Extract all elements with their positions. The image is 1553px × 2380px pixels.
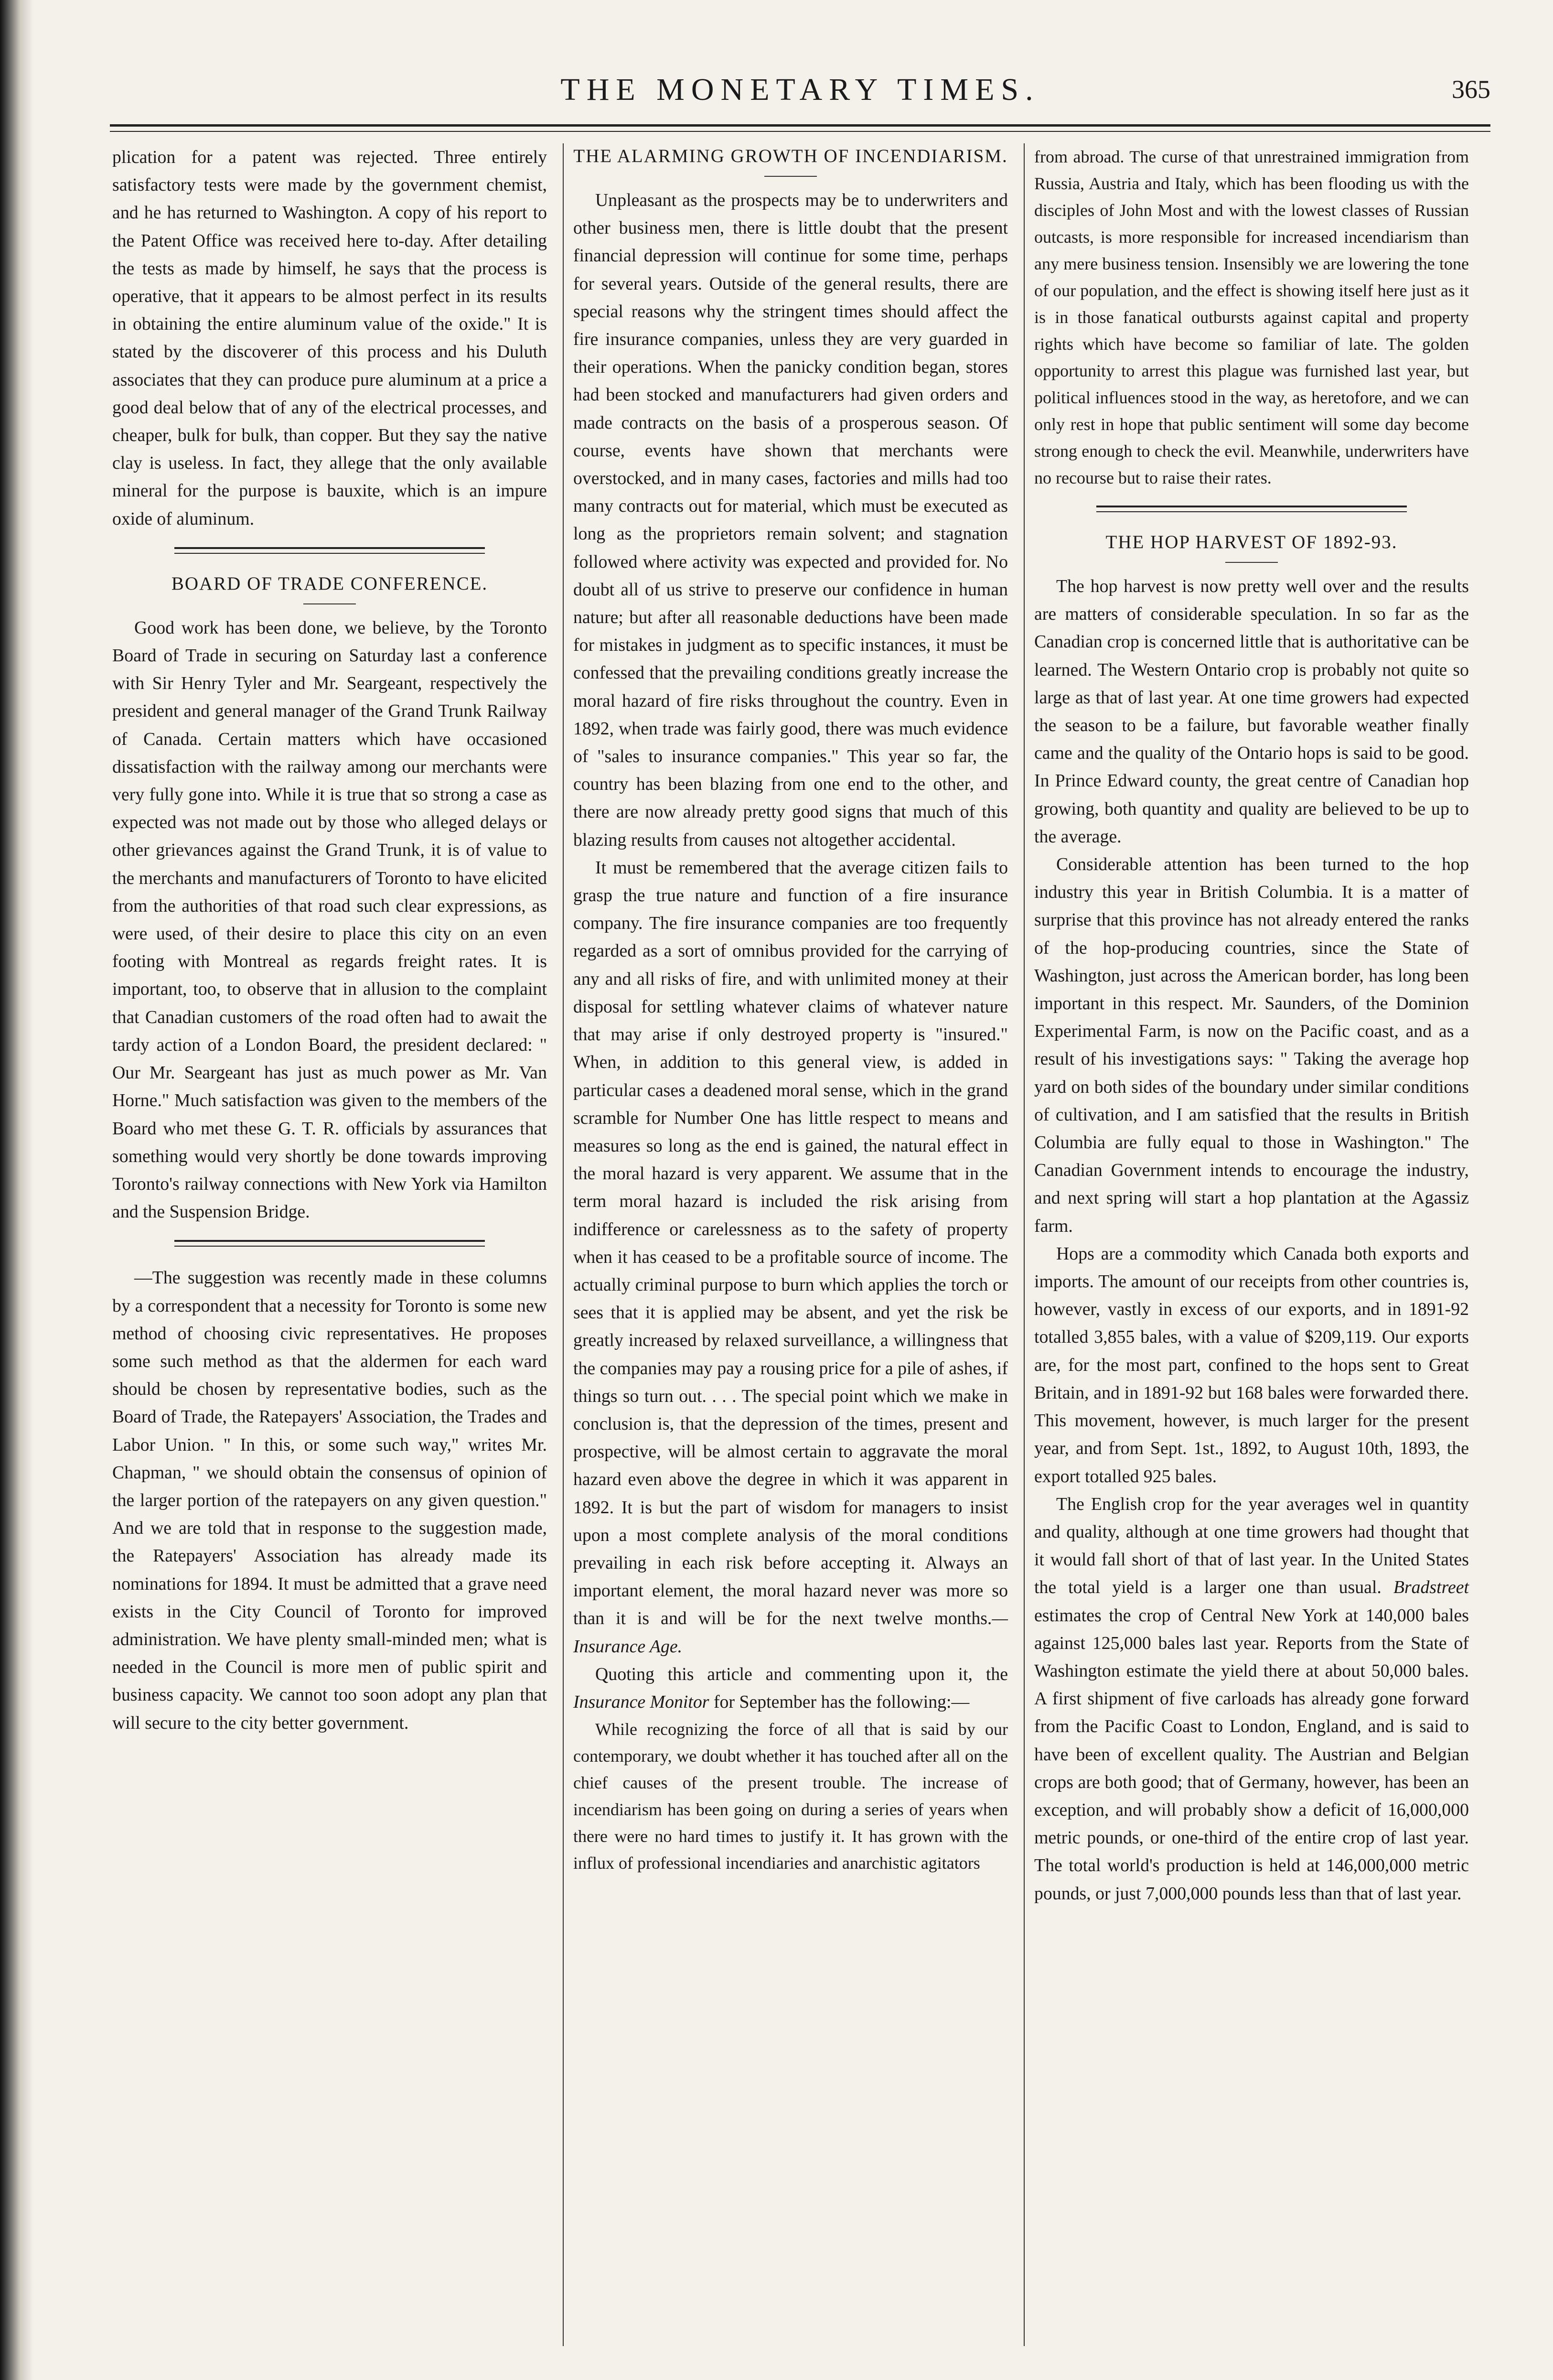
column-2: [573, 143, 1008, 1876]
page-number: 365: [1452, 75, 1490, 104]
paragraph-text: It must be remembered that the average citizen fails to grasp the true nature and function of a fire insurance company. The fire insurance companies are too frequently regarded as a sort of omnibus provided for the carrying of any and all risks of fire, and with unlimited money at their disposal for settling whatever claims of whatever nature that may arise if only destroyed property is "insured." When, in addition to this general view, is added in particular cases a deadened moral sense, which in the grand scramble for Number One has little respect to means and measures so long as the end is gained, the natural effect in the moral hazard is very apparent. We assume that in the term moral hazard is included the risk arising from indifference or carelessness as to the safety of property when it has ceased to be a profitable source of income. The actually criminal purpose to burn which applies the torch or sees that it is applied may be absent, and yet the risk be greatly increased by relaxed surveillance, a willingness that the companies may pay a rousing price for a pile of ashes, if things so turn out. . . . The special point which we make in conclusion is, that the depression of the times, present and prospective, will be almost certain to aggravate the moral hazard even above the degree in which it was apparent in 1892. It is but the part of wisdom for managers to insist upon a most complete analysis of the moral conditions prevailing in each risk before accepting it. Always an important element, the moral hazard never was more so than it is and will be for the next twelve months.: [573, 857, 1008, 1629]
paragraph-text: The English crop for the year averages wel in quantity and quality, although at one time growers had thought that it would fall short of that of last year. In the United States the total yield is a larger one than usual.: [1034, 1494, 1469, 1598]
publication-name: Bradstreet: [1393, 1577, 1469, 1598]
masthead: THE MONETARY TIMES.: [560, 72, 1040, 107]
heading-rule: [1225, 562, 1278, 563]
article-paragraph: Considerable attention has been turned to the hop industry this year in British Columbia. It is a matter of surprise that this province has not already entered the ranks of the hop-producing countries, since the State of Washington, just across the American border, has long been important in this respect. Mr. Saunders, of the Dominion Experimental Farm, is now on the Pacific coast, and as a result of his investigations says: " Taking the average hop yard on both sides of the boundary under similar conditions of cultivation, and I am satisfied that the results in British Columbia are fully equal to those in Washington." The Canadian Government intends to encourage the industry, and next spring will start a hop plantation at the Agassiz farm.: [1034, 854, 1469, 1236]
article-heading: THE ALARMING GROWTH OF INCENDIARISM.: [573, 146, 1008, 166]
paragraph-text: Quoting this article and commenting upon it, the: [595, 1664, 1008, 1684]
article-paragraph: Good work has been done, we believe, by the Toronto Board of Trade in securing on Saturday last a conference with Sir Henry Tyler and Mr. Seargeant, respectively the president and general manager of the Grand Trunk Railway of Canada. Certain matters which have occasioned dissatisfaction with the railway among our merchants were very fully gone into. While it is true that so strong a case as expected was not made out by those who alleged delays or other grievances against the Grand Trunk, it is of value to the merchants and manufacturers of Toronto to have elicited from the authorities of that road such clear expressions, as were used, of their desire to place this city on an even footing with Montreal as regards freight rates. It is important, too, to observe that in allusion to the complaint that Canadian customers of the road often had to await the tardy action of a London Board, the president declared: " Our Mr. Seargeant has just as much power as Mr. Van Horne." Much satisfaction was given to the members of the Board who met these G. T. R. officials by assurances that something would very shortly be done towards improving Toronto's railway connections with New York via Hamilton and the Suspension Bridge.: [112, 617, 547, 1222]
article-heading: BOARD OF TRADE CONFERENCE.: [171, 573, 488, 594]
column-divider: [1024, 143, 1025, 2346]
section-divider: [174, 547, 485, 549]
source-citation: —Insurance Age.: [573, 1608, 1008, 1657]
article-paragraph: plication for a patent was rejected. Three entirely satisfactory tests were made by the government chemist, and he has returned to Washington. A copy of his report to the Patent Office was received here to-day. After detailing the tests as made by himself, he says that the process is operative, that it appears to be almost perfect in its results in obtaining the entire aluminum value of the oxide." It is stated by the discoverer of this process and his Duluth associates that they can produce pure aluminum at a price a good deal below that of any of the electrical processes, and cheaper, bulk for bulk, than copper. But they say the native clay is useless. In fact, they allege that the only available mineral for the purpose is bauxite, which is an impure oxide of aluminum.: [112, 147, 547, 529]
column-divider: [563, 143, 564, 2346]
quoted-paragraph: from abroad. The curse of that unrestrained immigration from Russia, Austria and Italy, which has been flooding us with the disciples of John Most and with the lowest classes of Russian outcasts, is more responsible for increased incendiarism than any mere business tension. Insensibly we are lowering the tone of our population, and the effect is showing itself here just as it is in those fanatical outbursts against capital and property rights which have become so familiar of late. The golden opportunity to arrest this plague was furnished last year, but political influences stood in the way, as heretofore, and we can only rest in hope that public sentiment will some day become strong enough to check the evil. Meanwhile, underwriters have no recourse but to raise their rates.: [1034, 147, 1469, 487]
header-rule: [110, 124, 1490, 127]
publication-name: Insurance Monitor: [573, 1691, 709, 1712]
article-paragraph: The hop harvest is now pretty well over and the results are matters of considerable speculation. In so far as the Canadian crop is concerned little that is authoritative can be learned. The Western Ontario crop is probably not quite so large as that of last year. At one time growers had expected the season to be a failure, but favorable weather finally came and the quality of the Ontario hops is said to be good. In Prince Edward county, the great centre of Canadian hop growing, both quantity and quality are believed to be up to the average.: [1034, 576, 1469, 847]
article-paragraph: [573, 1660, 1008, 1716]
heading-rule: [764, 176, 817, 177]
header-rule-thin: [110, 131, 1490, 132]
section-divider: [1096, 506, 1407, 507]
article-heading: THE HOP HARVEST OF 1892-93.: [1105, 532, 1398, 552]
article-paragraph: [573, 854, 1008, 1660]
paragraph-text: for September has the following:—: [709, 1691, 970, 1712]
article-paragraph: Unpleasant as the prospects may be to underwriters and other business men, there is little doubt that the present financial depression will continue for some time, perhaps for several years. Outside of the general results, there are special reasons why the stringent times should affect the fire insurance companies, unless they are very guarded in their operations. When the panicky condition began, stores had been stocked and manufacturers had given orders and made contracts on the basis of a prosperous season. Of course, events have shown that merchants were overstocked, and in many cases, factories and mills had too many contracts out for material, which must be executed as long as the proprietors remain solvent; and stagnation followed where activity was expected and provided for. No doubt all of us strive to preserve our confidence in human nature; but after all reasonable deductions have been made for mistakes in judgment as to specific instances, it must be confessed that the prevailing conditions greatly increase the moral hazard of fire risks throughout the country. Even in 1892, when trade was fairly good, there was much evidence of "sales to insurance companies." This year so far, the country has been blazing from one end to the other, and there are now already pretty good signs that much of this blazing results from causes not altogether accidental.: [573, 190, 1008, 850]
column-3: [1034, 143, 1469, 1907]
section-divider-thin: [1096, 511, 1407, 512]
article-paragraph: —The suggestion was recently made in these columns by a correspondent that a necessity for Toronto is some new method of choosing civic representatives. He proposes some such method as that the aldermen for each ward should be chosen by representative bodies, such as the Board of Trade, the Ratepayers' Association, the Trades and Labor Union. " In this, or some such way," writes Mr. Chapman, " we should obtain the consensus of opinion of the larger portion of the ratepayers on any given question." And we are told that in response to the suggestion made, the Ratepayers' Association has already made its nominations for 1894. It must be admitted that a grave need exists in the City Council of Toronto for improved administration. We have plenty small-minded men; what is needed in the Council is more men of public spirit and business capacity. We cannot too soon adopt any plan that will secure to the city better government.: [112, 1268, 547, 1733]
article-paragraph: Hops are a commodity which Canada both exports and imports. The amount of our receipts from other countries is, however, vastly in excess of our exports, and in 1891-92 totalled 3,855 bales, with a value of $209,119. Our exports are, for the most part, confined to the hops sent to Great Britain, and in 1891-92 but 168 bales were forwarded there. This movement, however, is much larger for the present year, and from Sept. 1st., 1892, to August 10th, 1893, the export totalled 925 bales.: [1034, 1243, 1469, 1486]
page-header: [110, 72, 1490, 115]
quoted-paragraph: While recognizing the force of all that is said by our contemporary, we doubt whether it has touched after all on the chief causes of the present trouble. The increase of incendiarism has been going on during a series of years when there were no hard times to justify it. It has grown with the influx of professional incendiaries and anarchistic agitators: [573, 1720, 1008, 1873]
column-1: [112, 143, 547, 1737]
article-paragraph: [1034, 1490, 1469, 1907]
section-divider-thin: [174, 553, 485, 554]
section-divider-thin: [174, 1246, 485, 1247]
heading-rule: [303, 603, 356, 604]
binding-shadow: [0, 0, 33, 2380]
section-divider: [174, 1240, 485, 1242]
paragraph-text: estimates the crop of Central New York at 140,000 bales against 125,000 bales last year. Reports from the State of Washington estimate the yield there at about 50,000 bales. A first shipment of five carloads has already gone forward from the Pacific Coast to London, England, and is said to have been of excellent quality. The Austrian and Belgian crops are both good; that of Germany, however, has been an exception, and will probably show a deficit of 16,000,000 metric pounds, or one-third of the entire crop of last year. The total world's production is held at 146,000,000 metric pounds, or just 7,000,000 pounds less than that of last year.: [1034, 1605, 1469, 1904]
